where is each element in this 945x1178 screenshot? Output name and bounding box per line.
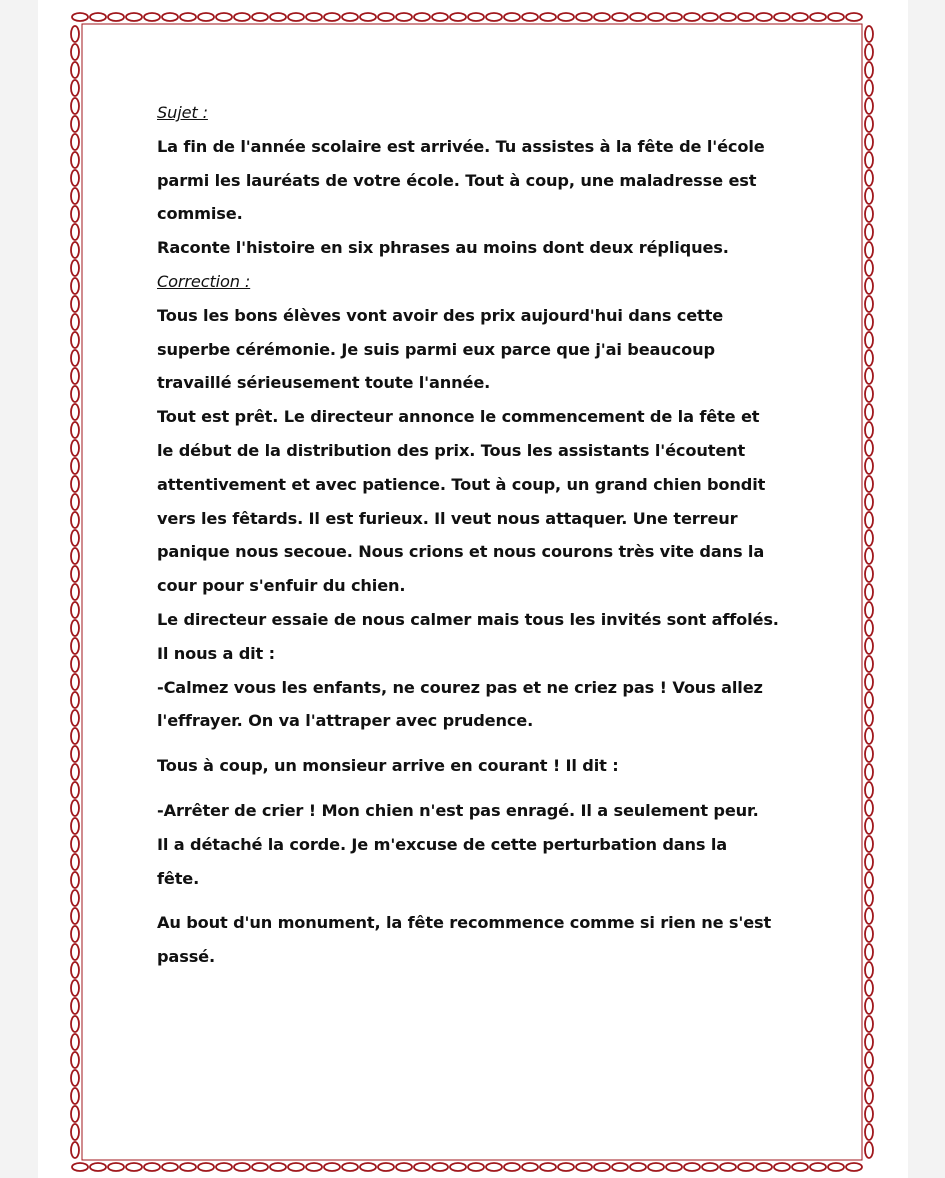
chain-link	[71, 1070, 79, 1086]
chain-link	[71, 710, 79, 726]
chain-link	[865, 746, 873, 762]
chain-link	[450, 13, 466, 21]
chain-link	[865, 134, 873, 150]
chain-link	[71, 80, 79, 96]
chain-link	[468, 1163, 484, 1171]
paragraph-gap	[157, 895, 837, 906]
chain-link	[324, 1163, 340, 1171]
chain-link	[71, 494, 79, 510]
chain-link	[71, 188, 79, 204]
chain-link	[71, 260, 79, 276]
chain-link	[865, 1124, 873, 1140]
chain-link	[648, 13, 664, 21]
chain-link	[865, 404, 873, 420]
chain-link	[270, 13, 286, 21]
chain-link	[162, 1163, 178, 1171]
chain-link	[630, 1163, 646, 1171]
chain-link	[865, 422, 873, 438]
chain-link	[865, 1088, 873, 1104]
chain-link	[865, 854, 873, 870]
chain-link	[792, 1163, 808, 1171]
chain-link	[342, 13, 358, 21]
chain-link	[865, 908, 873, 924]
chain-link	[865, 890, 873, 906]
chain-link	[792, 13, 808, 21]
correction-heading: Correction :	[157, 271, 251, 291]
chain-link	[865, 512, 873, 528]
chain-link	[71, 746, 79, 762]
chain-link	[666, 13, 682, 21]
chain-link	[90, 13, 106, 21]
chain-link	[865, 980, 873, 996]
chain-link	[702, 1163, 718, 1171]
chain-link	[126, 1163, 142, 1171]
chain-link	[576, 13, 592, 21]
chain-link	[666, 1163, 682, 1171]
chain-link	[865, 998, 873, 1014]
chain-link	[71, 62, 79, 78]
chain-link	[71, 1124, 79, 1140]
chain-link	[865, 1070, 873, 1086]
chain-link	[865, 800, 873, 816]
chain-link	[865, 548, 873, 564]
chain-link	[71, 314, 79, 330]
chain-link	[71, 692, 79, 708]
chain-link	[270, 1163, 286, 1171]
chain-link	[71, 782, 79, 798]
chain-link	[865, 836, 873, 852]
chain-link	[865, 386, 873, 402]
chain-link	[865, 224, 873, 240]
chain-link	[71, 152, 79, 168]
chain-link	[865, 764, 873, 780]
chain-link	[71, 836, 79, 852]
chain-link	[216, 13, 232, 21]
chain-link	[756, 1163, 772, 1171]
chain-link	[288, 13, 304, 21]
correction-line: passé.	[157, 947, 216, 967]
chain-link	[71, 530, 79, 546]
chain-link	[72, 13, 88, 21]
chain-link	[71, 476, 79, 492]
paragraph-gap	[157, 783, 837, 794]
correction-line: vers les fêtards. Il est furieux. Il veut nous attaquer. Une terreur	[157, 508, 738, 528]
chain-link	[865, 638, 873, 654]
chain-link	[71, 224, 79, 240]
chain-link	[144, 13, 160, 21]
correction-line: Au bout d'un monument, la fête recommence comme si rien ne s'est	[157, 913, 772, 933]
chain-link	[216, 1163, 232, 1171]
chain-link	[71, 512, 79, 528]
chain-link	[71, 728, 79, 744]
chain-link	[71, 170, 79, 186]
chain-link	[558, 1163, 574, 1171]
chain-link	[234, 1163, 250, 1171]
chain-link	[702, 13, 718, 21]
chain-link	[865, 116, 873, 132]
chain-link	[846, 13, 862, 21]
chain-link	[865, 620, 873, 636]
correction-line: attentivement et avec patience. Tout à coup, un grand chien bondit	[157, 474, 766, 494]
correction-line: panique nous secoue. Nous crions et nous courons très vite dans la	[157, 542, 765, 562]
chain-link	[865, 278, 873, 294]
chain-link	[865, 1016, 873, 1032]
chain-link	[71, 458, 79, 474]
chain-link	[684, 13, 700, 21]
chain-link	[396, 13, 412, 21]
chain-link	[71, 980, 79, 996]
chain-link	[865, 530, 873, 546]
chain-link	[865, 602, 873, 618]
chain-link	[180, 1163, 196, 1171]
correction-line: Tous à coup, un monsieur arrive en courant ! Il dit :	[157, 756, 619, 776]
correction-line: -Calmez vous les enfants, ne courez pas et ne criez pas ! Vous allez	[157, 677, 763, 697]
chain-link	[396, 1163, 412, 1171]
correction-line: fête.	[157, 868, 200, 888]
chain-link	[865, 206, 873, 222]
chain-link	[865, 458, 873, 474]
correction-line: travaillé sérieusement toute l'année.	[157, 373, 491, 393]
chain-link	[71, 1142, 79, 1158]
chain-link	[414, 1163, 430, 1171]
chain-link	[865, 368, 873, 384]
chain-link	[71, 638, 79, 654]
chain-link	[865, 692, 873, 708]
chain-link	[306, 13, 322, 21]
chain-link	[71, 44, 79, 60]
chain-link	[378, 13, 394, 21]
essay-text	[157, 96, 837, 974]
chain-link	[865, 1034, 873, 1050]
chain-link	[828, 1163, 844, 1171]
chain-link	[71, 674, 79, 690]
chain-link	[71, 206, 79, 222]
chain-link	[486, 13, 502, 21]
chain-link	[360, 1163, 376, 1171]
chain-link	[865, 332, 873, 348]
chain-link	[234, 13, 250, 21]
chain-link	[71, 566, 79, 582]
chain-link	[846, 1163, 862, 1171]
chain-link	[612, 1163, 628, 1171]
chain-link	[71, 764, 79, 780]
chain-link	[540, 13, 556, 21]
chain-link	[594, 13, 610, 21]
chain-link	[522, 1163, 538, 1171]
chain-link	[865, 728, 873, 744]
chain-link	[71, 926, 79, 942]
chain-link	[252, 1163, 268, 1171]
chain-link	[865, 26, 873, 42]
chain-link	[865, 566, 873, 582]
chain-link	[198, 1163, 214, 1171]
chain-link	[71, 1016, 79, 1032]
chain-link	[865, 188, 873, 204]
correction-line: Il nous a dit :	[157, 643, 275, 663]
chain-link	[432, 13, 448, 21]
chain-link	[522, 13, 538, 21]
chain-link	[720, 13, 736, 21]
chain-link	[865, 44, 873, 60]
chain-link	[576, 1163, 592, 1171]
chain-link	[71, 584, 79, 600]
chain-link	[71, 296, 79, 312]
chain-link	[306, 1163, 322, 1171]
chain-link	[71, 1052, 79, 1068]
chain-link	[71, 656, 79, 672]
chain-link	[865, 944, 873, 960]
chain-link	[865, 296, 873, 312]
chain-link	[71, 116, 79, 132]
chain-link	[414, 13, 430, 21]
chain-link	[71, 26, 79, 42]
chain-link	[865, 656, 873, 672]
chain-link	[71, 800, 79, 816]
sujet-line: parmi les lauréats de votre école. Tout à coup, une maladresse est	[157, 170, 757, 190]
chain-link	[865, 674, 873, 690]
chain-link	[71, 908, 79, 924]
chain-link	[144, 1163, 160, 1171]
chain-link	[71, 1088, 79, 1104]
chain-link	[108, 1163, 124, 1171]
chain-link	[71, 368, 79, 384]
correction-line: le début de la distribution des prix. Tous les assistants l'écoutent	[157, 440, 746, 460]
chain-link	[71, 872, 79, 888]
chain-link	[71, 998, 79, 1014]
chain-link	[486, 1163, 502, 1171]
chain-link	[180, 13, 196, 21]
chain-link	[865, 494, 873, 510]
correction-line: Le directeur essaie de nous calmer mais tous les invités sont affolés.	[157, 609, 779, 629]
chain-link	[540, 1163, 556, 1171]
chain-link	[71, 890, 79, 906]
sujet-line: La fin de l'année scolaire est arrivée. Tu assistes à la fête de l'école	[157, 136, 765, 156]
chain-link	[324, 13, 340, 21]
chain-link	[71, 404, 79, 420]
chain-link	[774, 13, 790, 21]
correction-line: superbe cérémonie. Je suis parmi eux parce que j'ai beaucoup	[157, 339, 715, 359]
chain-link	[865, 152, 873, 168]
chain-link	[71, 602, 79, 618]
chain-link	[865, 818, 873, 834]
chain-link	[432, 1163, 448, 1171]
chain-link	[71, 386, 79, 402]
chain-link	[594, 1163, 610, 1171]
chain-link	[756, 13, 772, 21]
chain-link	[504, 13, 520, 21]
chain-link	[468, 13, 484, 21]
chain-link	[865, 584, 873, 600]
chain-link	[71, 98, 79, 114]
correction-line: Tout est prêt. Le directeur annonce le commencement de la fête et	[157, 407, 760, 427]
sujet-line: Raconte l'histoire en six phrases au moins dont deux répliques.	[157, 238, 729, 258]
chain-link	[342, 1163, 358, 1171]
chain-link	[612, 13, 628, 21]
chain-link	[126, 13, 142, 21]
chain-link	[90, 1163, 106, 1171]
chain-link	[865, 962, 873, 978]
chain-link	[558, 13, 574, 21]
correction-line: -Arrêter de crier ! Mon chien n'est pas enragé. Il a seulement peur.	[157, 800, 759, 820]
chain-link	[684, 1163, 700, 1171]
chain-link	[865, 1052, 873, 1068]
correction-line: cour pour s'enfuir du chien.	[157, 576, 406, 596]
correction-line: Il a détaché la corde. Je m'excuse de cette perturbation dans la	[157, 834, 728, 854]
chain-link	[71, 818, 79, 834]
chain-link	[865, 1106, 873, 1122]
chain-link	[71, 1034, 79, 1050]
chain-link	[865, 440, 873, 456]
chain-link	[865, 260, 873, 276]
chain-link	[865, 710, 873, 726]
chain-link	[72, 1163, 88, 1171]
chain-link	[810, 1163, 826, 1171]
correction-line: Tous les bons élèves vont avoir des prix aujourd'hui dans cette	[157, 305, 724, 325]
chain-link	[865, 98, 873, 114]
chain-link	[71, 1106, 79, 1122]
chain-link	[71, 332, 79, 348]
chain-link	[252, 13, 268, 21]
chain-link	[630, 13, 646, 21]
chain-link	[648, 1163, 664, 1171]
chain-link	[288, 1163, 304, 1171]
chain-link	[71, 854, 79, 870]
chain-link	[865, 80, 873, 96]
chain-link	[71, 944, 79, 960]
chain-link	[720, 1163, 736, 1171]
chain-link	[865, 782, 873, 798]
chain-link	[71, 962, 79, 978]
chain-link	[865, 476, 873, 492]
chain-link	[71, 440, 79, 456]
sujet-line: commise.	[157, 204, 243, 224]
chain-link	[162, 13, 178, 21]
chain-link	[774, 1163, 790, 1171]
chain-link	[738, 1163, 754, 1171]
chain-link	[865, 350, 873, 366]
chain-link	[71, 548, 79, 564]
chain-link	[865, 872, 873, 888]
chain-link	[810, 13, 826, 21]
chain-link	[504, 1163, 520, 1171]
chain-link	[865, 242, 873, 258]
sujet-heading: Sujet :	[157, 103, 208, 122]
chain-link	[71, 350, 79, 366]
correction-line: l'effrayer. On va l'attraper avec prudence.	[157, 711, 534, 731]
chain-link	[865, 314, 873, 330]
chain-link	[828, 13, 844, 21]
chain-link	[450, 1163, 466, 1171]
chain-link	[71, 620, 79, 636]
chain-link	[865, 170, 873, 186]
chain-link	[108, 13, 124, 21]
chain-link	[71, 422, 79, 438]
chain-link	[738, 13, 754, 21]
chain-link	[71, 134, 79, 150]
chain-link	[865, 62, 873, 78]
chain-link	[198, 13, 214, 21]
paragraph-gap	[157, 738, 837, 749]
chain-link	[865, 926, 873, 942]
chain-link	[71, 278, 79, 294]
chain-link	[71, 242, 79, 258]
chain-link	[378, 1163, 394, 1171]
chain-link	[360, 13, 376, 21]
chain-link	[865, 1142, 873, 1158]
